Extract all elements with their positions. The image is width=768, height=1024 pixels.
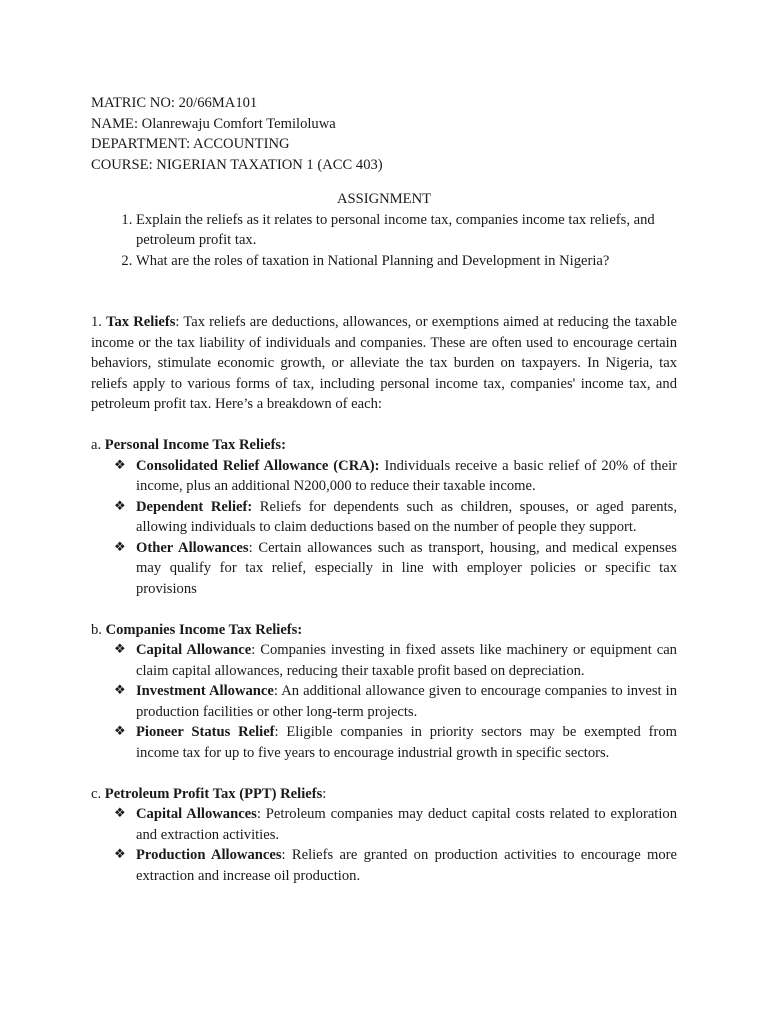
question-list <box>91 210 677 272</box>
section-heading <box>91 784 677 805</box>
matric-number: MATRIC NO: 20/66MA101 <box>91 95 258 111</box>
item-text: Reliefs for dependents such as children, spouses, or aged parents, allowing individuals to claim deductions based on the number of people they support. <box>136 498 677 535</box>
intro-paragraph <box>91 312 677 415</box>
student-name: NAME: Olanrewaju Comfort Temiloluwa <box>91 115 336 132</box>
item-term: Investment Allowance <box>136 683 274 699</box>
item-text: : Companies investing in fixed assets like machinery or equipment can claim capital allowances, reducing their taxable profit based on depreciation. <box>136 642 677 679</box>
item-term: Other Allowances <box>136 539 249 556</box>
item-text: : Reliefs are granted on production activities to encourage more extraction and increase oil production. <box>136 847 677 884</box>
diamond-bullet-icon: ❖ <box>114 806 126 821</box>
intro-text: : Tax reliefs are deductions, allowances, or exemptions aimed at reducing the taxable income or the tax liability of individuals and companies. These are often used to encourage certain behaviors, stimulate economic growth, or alleviate the tax burden on taxpayers. In Nigeria, tax reliefs apply to various forms of tax, including personal income tax, companies' income tax, and petroleum profit tax. Here’s a breakdown of each: <box>91 314 678 412</box>
list-item <box>114 456 677 497</box>
section-personal-income-tax <box>91 435 677 599</box>
item-term: Capital Allowances <box>136 806 257 822</box>
item-term: Consolidated Relief Allowance (CRA): <box>136 457 380 474</box>
item-term: Production Allowances <box>136 847 282 863</box>
list-item <box>114 640 677 681</box>
section-companies-income-tax <box>91 620 677 764</box>
list-item <box>114 681 677 722</box>
section-tail: : <box>322 785 327 802</box>
diamond-bullet-icon: ❖ <box>114 847 126 862</box>
diamond-bullet-icon: ❖ <box>114 498 126 514</box>
intro-number: 1. <box>91 314 107 330</box>
item-text: : Eligible companies in priority sectors may be exempted from income tax for up to five years to encourage industrial growth in specific sectors. <box>136 724 677 761</box>
section-prefix: a. <box>91 437 105 453</box>
section-title: Petroleum Profit Tax (PPT) Reliefs <box>104 785 323 802</box>
intro-term: Tax Reliefs <box>106 314 176 330</box>
diamond-bullet-icon: ❖ <box>114 539 126 555</box>
item-term: Pioneer Status Relief <box>136 724 275 740</box>
section-title: Personal Income Tax Reliefs: <box>104 437 286 453</box>
section-title: Companies Income Tax Reliefs: <box>105 621 303 638</box>
item-text: : Certain allowances such as transport, housing, and medical expenses may qualify for tax relief, especially in line with employer policies or specific tax provisions <box>136 539 677 597</box>
department: DEPARTMENT: ACCOUNTING <box>91 136 290 152</box>
item-text: : An additional allowance given to encourage companies to invest in production facilities or other long-term projects. <box>136 683 677 720</box>
section-prefix: b. <box>91 621 106 638</box>
diamond-bullet-icon: ❖ <box>114 683 126 698</box>
header-block <box>91 93 677 175</box>
item-text: : Petroleum companies may deduct capital costs related to exploration and extraction activities. <box>136 806 677 843</box>
item-term: Dependent Relief: <box>136 498 253 515</box>
diamond-bullet-icon: ❖ <box>114 724 126 739</box>
list-item <box>114 722 677 763</box>
question-item: 1. Explain the reliefs as it relates to personal income tax, companies income tax reliefs, and petroleum profit tax. <box>136 210 677 251</box>
list-item <box>114 845 677 886</box>
section-prefix: c. <box>91 785 105 802</box>
list-item <box>114 497 677 538</box>
section-petroleum-profit-tax <box>91 784 677 887</box>
section-heading <box>91 620 677 641</box>
assignment-title: ASSIGNMENT <box>336 191 432 207</box>
relief-list <box>91 804 677 886</box>
relief-list <box>91 640 677 763</box>
item-term: Capital Allowance <box>136 642 252 658</box>
document-page <box>91 93 677 886</box>
section-heading <box>91 435 677 456</box>
diamond-bullet-icon: ❖ <box>114 642 126 657</box>
item-text: Individuals receive a basic relief of 20% of their income, plus an additional N200,000 to reduce their taxable income. <box>136 457 677 494</box>
course: COURSE: NIGERIAN TAXATION 1 (ACC 403) <box>91 156 383 173</box>
list-item <box>114 538 677 600</box>
relief-list <box>91 456 677 600</box>
diamond-bullet-icon: ❖ <box>114 457 126 473</box>
list-item <box>114 804 677 845</box>
question-item: 2. What are the roles of taxation in National Planning and Development in Nigeria? <box>136 251 677 272</box>
